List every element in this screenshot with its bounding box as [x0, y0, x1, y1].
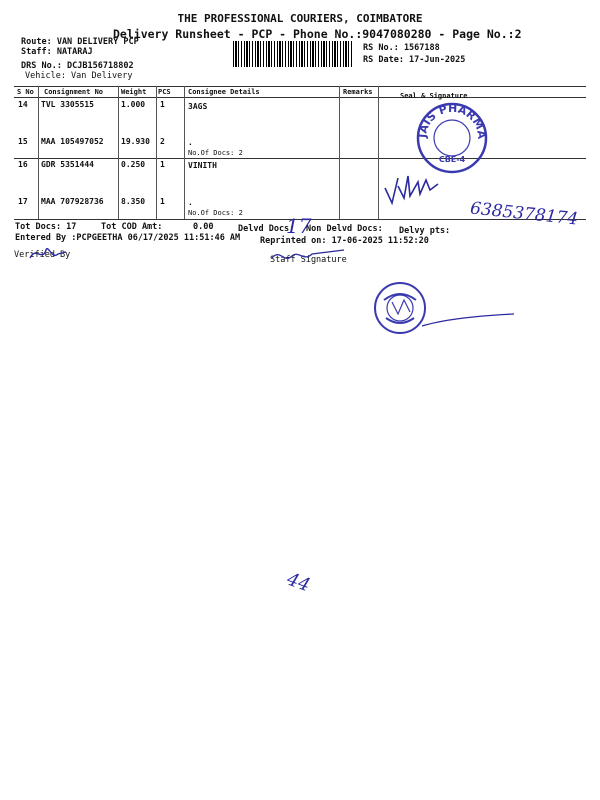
seal-stamp	[412, 98, 492, 178]
total-cod-label: Tot COD Amt:	[101, 222, 163, 232]
table-cell-details: .	[188, 138, 193, 147]
non-delivered-docs-label: Non Delvd Docs:	[306, 224, 383, 234]
col-divider	[184, 86, 185, 219]
table-cell-weight: 1.000	[121, 100, 146, 109]
th-weight: Weight	[121, 88, 147, 96]
entered-by: Entered By :PCPGEETHA 06/17/2025 11:51:46 AM	[15, 233, 241, 243]
table-cell-consignment: MAA 105497052	[41, 137, 104, 146]
stamp-text-bottom: CBE-4	[438, 155, 466, 164]
staff-text: Staff: NATARAJ	[21, 47, 93, 57]
table-cell-consignment: GDR 5351444	[41, 160, 94, 169]
table-header-border	[14, 97, 586, 98]
vehicle-text: Vehicle: Van Delivery	[25, 71, 133, 81]
th-seal: Seal & Signature	[400, 92, 468, 100]
col-divider	[118, 86, 119, 219]
rs-date: RS Date: 17-Jun-2025	[363, 55, 466, 65]
total-cod-value: 0.00	[193, 222, 214, 232]
row-divider	[14, 158, 586, 159]
table-cell-consignment: TVL 3305515	[41, 100, 94, 109]
col-divider	[339, 86, 340, 219]
verified-signature	[28, 240, 68, 266]
handwritten-signature	[380, 168, 450, 208]
staff-signature-label: Staff Signature	[270, 255, 347, 265]
table-cell-details: .	[188, 198, 193, 207]
runsheet-subtitle: Delivery Runsheet - PCP - Phone No.:9047080280 - Page No.:2	[113, 27, 522, 41]
stamp-text-top: JAIS PHARMA	[415, 101, 489, 140]
table-cell-weight: 19.930	[121, 137, 150, 146]
table-cell-docs: No.Of Docs: 2	[188, 209, 243, 217]
table-cell-weight: 0.250	[121, 160, 146, 169]
table-cell-sno: 17	[18, 197, 28, 206]
svg-text:JAIS PHARMA	[416, 102, 488, 140]
th-remarks: Remarks	[343, 88, 373, 96]
lower-stamp	[372, 280, 522, 340]
table-cell-details: 3AGS	[188, 102, 208, 111]
table-cell-weight: 8.350	[121, 197, 146, 206]
handwritten-count: 17	[286, 214, 312, 238]
th-pcs: PCS	[158, 88, 171, 96]
handwritten-phone: 6385378174	[469, 198, 579, 230]
table-cell-docs: No.Of Docs: 2	[188, 149, 243, 157]
col-divider	[156, 86, 157, 219]
table-cell-pcs: 1	[160, 100, 165, 109]
reprinted-on: Reprinted on: 17-06-2025 11:52:20	[260, 236, 429, 246]
delivered-docs-label: Delvd Docs:	[238, 224, 295, 234]
barcode	[233, 41, 353, 67]
table-cell-sno: 16	[18, 160, 28, 169]
delivery-points-label: Delvy pts:	[399, 226, 451, 236]
rs-number: RS No.: 1567188	[363, 43, 440, 53]
table-cell-details: VINITH	[188, 161, 217, 170]
staff-signature	[268, 244, 348, 268]
th-consignee: Consignee Details	[188, 88, 260, 96]
handwritten-page-note: 44	[284, 568, 313, 597]
table-cell-pcs: 1	[160, 197, 165, 206]
col-divider	[38, 86, 39, 219]
table-top-border	[14, 86, 586, 87]
table-cell-consignment: MAA 707928736	[41, 197, 104, 206]
verified-by-label: Verified By	[14, 250, 71, 260]
company-title: THE PROFESSIONAL COURIERS, COIMBATORE	[177, 12, 423, 25]
drs-number: DRS No.: DCJB156718802	[21, 61, 134, 71]
col-divider	[378, 86, 379, 219]
table-cell-sno: 15	[18, 137, 28, 146]
table-cell-pcs: 2	[160, 137, 165, 146]
route-text: Route: VAN DELIVERY PCP	[21, 37, 139, 47]
th-consignment: Consignment No	[44, 88, 104, 96]
table-cell-pcs: 1	[160, 160, 165, 169]
th-sno: S No	[17, 88, 34, 96]
total-docs: Tot Docs: 17	[15, 222, 77, 232]
table-cell-sno: 14	[18, 100, 28, 109]
